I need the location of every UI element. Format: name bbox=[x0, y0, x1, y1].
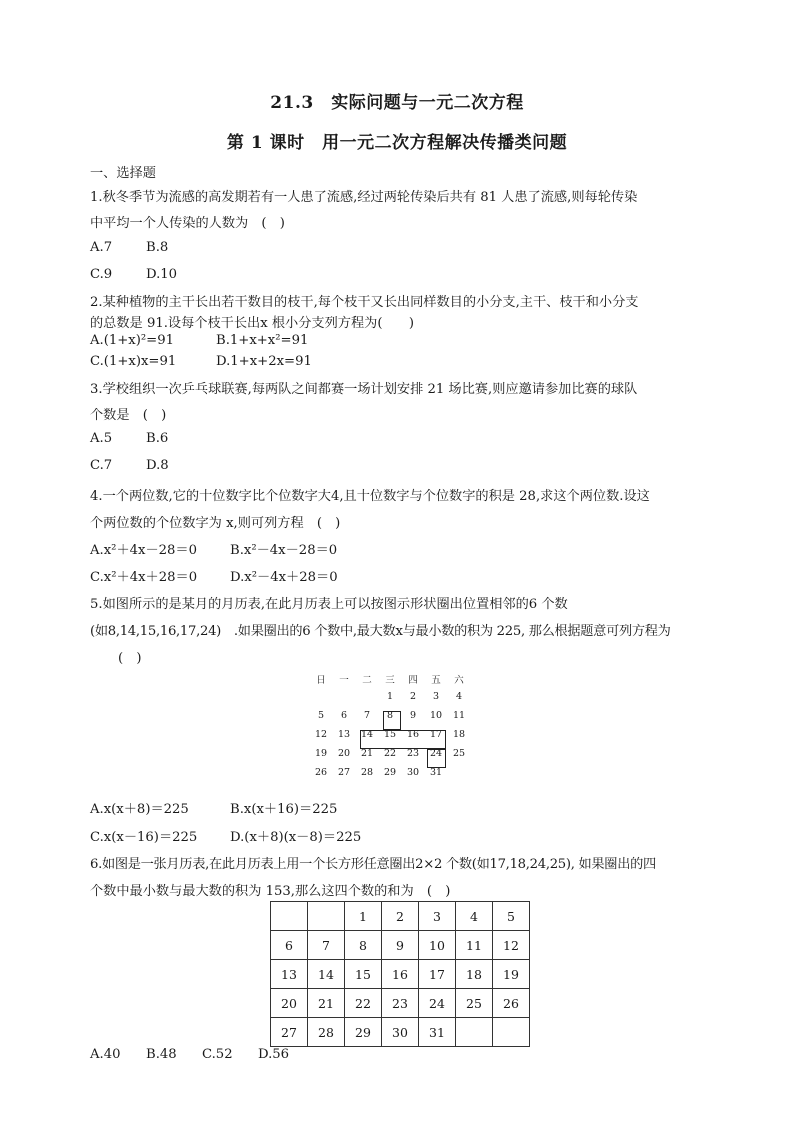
calendar1-day: 11 bbox=[452, 710, 466, 721]
calendar1-day: 30 bbox=[406, 767, 420, 778]
q3-option-d: D.8 bbox=[146, 458, 169, 473]
calendar2-week-row bbox=[271, 989, 530, 1018]
calendar2-day: 24 bbox=[419, 989, 456, 1018]
calendar2-day: 11 bbox=[456, 931, 493, 960]
calendar2-day: 27 bbox=[271, 1018, 308, 1047]
calendar2-week-row bbox=[271, 931, 530, 960]
calendar1-day: 1 bbox=[386, 691, 394, 702]
calendar1-day: 10 bbox=[429, 710, 443, 721]
calendar2-day: 13 bbox=[271, 960, 308, 989]
calendar-figure-2 bbox=[270, 901, 530, 1047]
calendar1-day: 8 bbox=[386, 710, 394, 721]
calendar2-day: 1 bbox=[345, 902, 382, 931]
q5-stem-line2: (如8,14,15,16,17,24) .如果圈出的6 个数中,最大数x与最小数的积为 225, 那么根据题意可列方程为 bbox=[90, 624, 671, 639]
calendar1-day: 9 bbox=[409, 710, 417, 721]
section-heading: 一、选择题 bbox=[90, 166, 156, 181]
q4-stem-line2: 个两位数的个位数字为 x,则可列方程 ( ) bbox=[90, 516, 341, 531]
calendar2-day: 12 bbox=[493, 931, 530, 960]
q4-option-b: B.x²－4x－28＝0 bbox=[230, 543, 338, 558]
calendar2-day: 4 bbox=[456, 902, 493, 931]
calendar2-day: 14 bbox=[308, 960, 345, 989]
q2-stem-line1: 2.某种植物的主干长出若干数目的枝干,每个枝干又长出同样数目的小分支,主干、枝干和小分支 bbox=[90, 295, 639, 310]
q3-option-a: A.5 bbox=[90, 431, 113, 446]
calendar1-selection-row bbox=[360, 730, 446, 749]
calendar1-day: 14 bbox=[360, 729, 374, 740]
calendar2-day: 29 bbox=[345, 1018, 382, 1047]
lesson-subtitle: 第 1 课时 用一元二次方程解决传播类问题 bbox=[226, 133, 568, 153]
calendar1-day: 23 bbox=[406, 748, 420, 759]
calendar2-day: 20 bbox=[271, 989, 308, 1018]
calendar1-day: 22 bbox=[383, 748, 397, 759]
calendar2-day: 19 bbox=[493, 960, 530, 989]
q6-option-d: D.56 bbox=[258, 1047, 290, 1062]
q5-option-c: C.x(x－16)＝225 bbox=[90, 830, 198, 845]
calendar1-day: 20 bbox=[337, 748, 351, 759]
calendar1-day: 5 bbox=[317, 710, 325, 721]
calendar2-day: 21 bbox=[308, 989, 345, 1018]
calendar1-day: 28 bbox=[360, 767, 374, 778]
q1-stem-line1: 1.秋冬季节为流感的高发期若有一人患了流感,经过两轮传染后共有 81 人患了流感,则每轮传染 bbox=[90, 190, 638, 205]
q4-option-a: A.x²＋4x－28＝0 bbox=[90, 543, 198, 558]
q2-option-c: C.(1+x)x=91 bbox=[90, 354, 177, 369]
calendar2-day: 28 bbox=[308, 1018, 345, 1047]
q2-option-b: B.1+x+x²=91 bbox=[216, 333, 309, 348]
q2-stem-line2: 的总数是 91.设每个枝干长出x 根小分支列方程为( ) bbox=[90, 316, 415, 331]
calendar2-day: 15 bbox=[345, 960, 382, 989]
calendar1-day: 7 bbox=[363, 710, 371, 721]
calendar2-day: 7 bbox=[308, 931, 345, 960]
q2-option-a: A.(1+x)²=91 bbox=[90, 333, 174, 348]
calendar2-day: 22 bbox=[345, 989, 382, 1018]
q1-option-b: B.8 bbox=[146, 240, 169, 255]
calendar2-day: 5 bbox=[493, 902, 530, 931]
calendar2-day bbox=[308, 902, 345, 931]
calendar2-day bbox=[271, 902, 308, 931]
q1-option-c: C.9 bbox=[90, 267, 113, 282]
q1-option-d: D.10 bbox=[146, 267, 178, 282]
calendar2-day: 10 bbox=[419, 931, 456, 960]
calendar2-day: 23 bbox=[382, 989, 419, 1018]
q6-option-b: B.48 bbox=[146, 1047, 177, 1062]
calendar1-day: 13 bbox=[337, 729, 351, 740]
calendar1-day: 15 bbox=[383, 729, 397, 740]
q1-option-a: A.7 bbox=[90, 240, 113, 255]
calendar1-day: 19 bbox=[314, 748, 328, 759]
calendar1-day: 31 bbox=[429, 767, 443, 778]
calendar1-day: 16 bbox=[406, 729, 420, 740]
calendar1-day: 18 bbox=[452, 729, 466, 740]
q6-stem-line2: 个数中最小数与最大数的积为 153,那么这四个数的和为 ( ) bbox=[90, 884, 451, 899]
calendar1-day: 25 bbox=[452, 748, 466, 759]
calendar2-week-row bbox=[271, 902, 530, 931]
calendar1-weekday: 日 bbox=[316, 675, 326, 686]
calendar2-day: 18 bbox=[456, 960, 493, 989]
calendar2-day: 25 bbox=[456, 989, 493, 1018]
calendar1-weekday: 三 bbox=[385, 675, 395, 686]
calendar2-day: 17 bbox=[419, 960, 456, 989]
calendar1-day: 27 bbox=[337, 767, 351, 778]
q1-stem-line2: 中平均一个人传染的人数为 ( ) bbox=[90, 216, 285, 231]
calendar2-day: 2 bbox=[382, 902, 419, 931]
calendar2-day: 31 bbox=[419, 1018, 456, 1047]
calendar2-day: 30 bbox=[382, 1018, 419, 1047]
q4-stem-line1: 4.一个两位数,它的十位数字比个位数字大4,且十位数字与个位数字的积是 28,求这个两位数.设这 bbox=[90, 489, 650, 504]
q5-stem-line3: ( ) bbox=[118, 651, 142, 666]
calendar2-day: 9 bbox=[382, 931, 419, 960]
q3-stem-line2: 个数是 ( ) bbox=[90, 408, 167, 423]
calendar2-day bbox=[456, 1018, 493, 1047]
calendar1-day: 12 bbox=[314, 729, 328, 740]
calendar1-day: 17 bbox=[429, 729, 443, 740]
calendar1-weekday: 二 bbox=[362, 675, 372, 686]
calendar1-day: 6 bbox=[340, 710, 348, 721]
q4-option-c: C.x²＋4x＋28＝0 bbox=[90, 570, 198, 585]
q5-option-b: B.x(x＋16)＝225 bbox=[230, 802, 338, 817]
calendar2-day: 26 bbox=[493, 989, 530, 1018]
q3-stem-line1: 3.学校组织一次乒乓球联赛,每两队之间都赛一场计划安排 21 场比赛,则应邀请参加比赛的球队 bbox=[90, 382, 638, 397]
calendar2-day: 8 bbox=[345, 931, 382, 960]
q3-option-b: B.6 bbox=[146, 431, 169, 446]
page-title: 21.3 实际问题与一元二次方程 bbox=[270, 93, 524, 113]
calendar2-day: 6 bbox=[271, 931, 308, 960]
calendar1-day: 26 bbox=[314, 767, 328, 778]
calendar1-day: 21 bbox=[360, 748, 374, 759]
q2-option-d: D.1+x+2x=91 bbox=[216, 354, 312, 369]
q5-stem-line1: 5.如图所示的是某月的月历表,在此月历表上可以按图示形状圈出位置相邻的6 个数 bbox=[90, 597, 568, 612]
calendar2-week-row bbox=[271, 1018, 530, 1047]
calendar1-selection-8 bbox=[383, 711, 401, 730]
calendar1-day: 3 bbox=[432, 691, 440, 702]
calendar2-week-row bbox=[271, 960, 530, 989]
q5-option-a: A.x(x＋8)＝225 bbox=[90, 802, 189, 817]
calendar1-weekday: 一 bbox=[339, 675, 349, 686]
q6-option-a: A.40 bbox=[90, 1047, 121, 1062]
calendar1-day: 24 bbox=[429, 748, 443, 759]
q4-option-d: D.x²－4x＋28＝0 bbox=[230, 570, 338, 585]
calendar2-day: 16 bbox=[382, 960, 419, 989]
calendar1-weekday: 四 bbox=[408, 675, 418, 686]
q3-option-c: C.7 bbox=[90, 458, 113, 473]
calendar1-weekday: 六 bbox=[454, 675, 464, 686]
calendar2-day: 3 bbox=[419, 902, 456, 931]
calendar1-day: 2 bbox=[409, 691, 417, 702]
calendar1-selection-24 bbox=[427, 749, 446, 768]
calendar1-weekday: 五 bbox=[431, 675, 441, 686]
calendar1-day: 29 bbox=[383, 767, 397, 778]
q6-stem-line1: 6.如图是一张月历表,在此月历表上用一个长方形任意圈出2×2 个数(如17,18,24,25), 如果圈出的四 bbox=[90, 857, 656, 872]
calendar1-day: 4 bbox=[455, 691, 463, 702]
q6-option-c: C.52 bbox=[202, 1047, 233, 1062]
q5-option-d: D.(x＋8)(x－8)＝225 bbox=[230, 830, 362, 845]
calendar2-day bbox=[493, 1018, 530, 1047]
